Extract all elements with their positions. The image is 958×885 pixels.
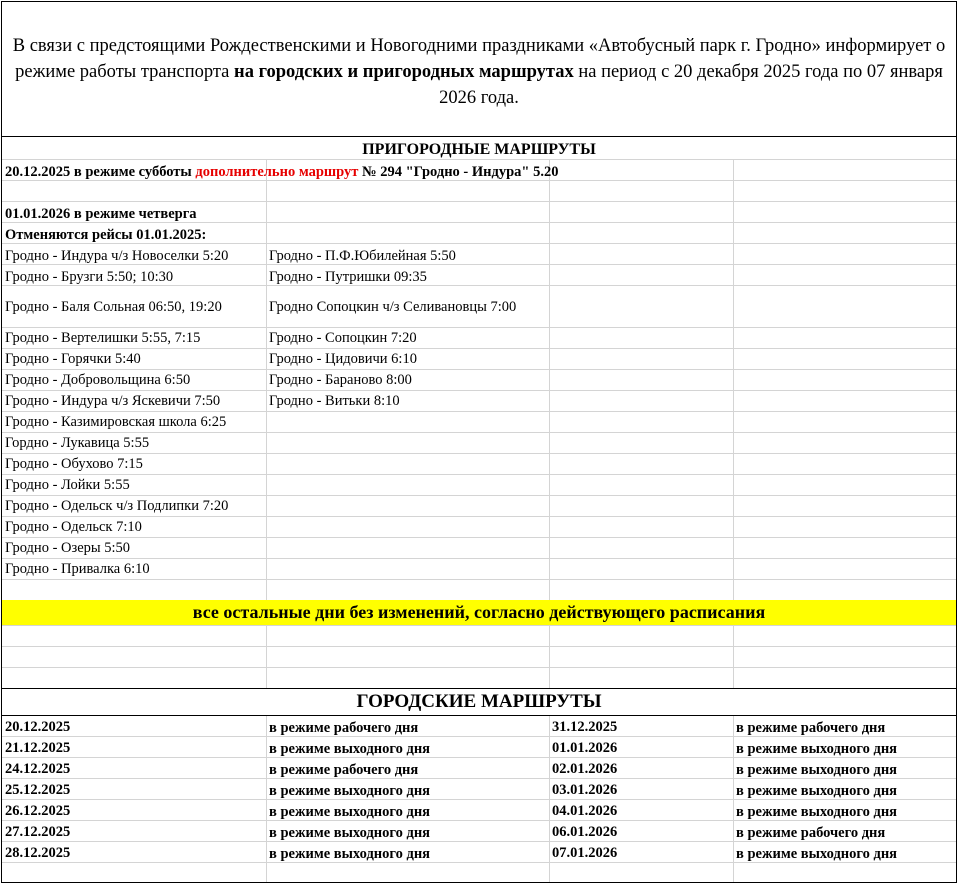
cancelled-route-right: Гродно - Витьки 8:10 — [269, 393, 400, 409]
city-date-right: 02.01.2026 — [552, 761, 618, 777]
divider-city — [1, 688, 957, 689]
grid-col-line — [266, 625, 267, 688]
grid-row-line — [2, 516, 956, 517]
divider-city-title — [1, 715, 957, 716]
grid-row-line — [2, 453, 956, 454]
city-date-left: 21.12.2025 — [5, 740, 71, 756]
cancelled-route-right: Гродно - Цидовичи 6:10 — [269, 351, 417, 367]
city-date-right: 04.01.2026 — [552, 803, 618, 819]
frame-right — [956, 1, 957, 883]
cancel-heading: Отменяются рейсы 01.01.2025: — [5, 227, 207, 243]
city-mode-left: в режиме выходного дня — [269, 741, 431, 757]
grid-row-line — [2, 348, 956, 349]
grid-row-line — [2, 625, 956, 626]
grid-col-line — [733, 160, 734, 600]
city-date-left: 26.12.2025 — [5, 803, 71, 819]
grid-row-line — [2, 474, 956, 475]
cancelled-route-left: Гродно - Обухово 7:15 — [5, 456, 143, 472]
city-mode-right: в режиме выходного дня — [736, 804, 898, 820]
city-mode-right: в режиме выходного дня — [736, 741, 898, 757]
cancelled-route-left: Гродно - Озеры 5:50 — [5, 540, 131, 556]
special-suffix: № 294 "Гродно - Индура" 5.20 — [358, 164, 559, 180]
city-date-left: 27.12.2025 — [5, 824, 71, 840]
grid-row-line — [2, 537, 956, 538]
cancelled-route-left: Гродно - Привалка 6:10 — [5, 561, 150, 577]
grid-col-line — [266, 716, 267, 883]
special-red: дополнительно маршрут — [195, 164, 359, 180]
cancelled-route-right: Гродно - П.Ф.Юбилейная 5:50 — [269, 248, 456, 264]
city-date-right: 01.01.2026 — [552, 740, 618, 756]
cancelled-route-left: Гродно - Одельск 7:10 — [5, 519, 142, 535]
grid-row-line — [2, 201, 956, 202]
cancelled-route-left: Гродно - Лойки 5:55 — [5, 477, 130, 493]
cancelled-route-right: Гродно - Путришки 09:35 — [269, 269, 427, 285]
grid-row-line — [2, 667, 956, 668]
city-date-left: 25.12.2025 — [5, 782, 71, 798]
city-mode-left: в режиме рабочего дня — [269, 720, 419, 736]
intro-bold: на городских и пригородных маршрутах — [234, 62, 574, 82]
city-mode-left: в режиме рабочего дня — [269, 762, 419, 778]
grid-col-line — [549, 160, 550, 600]
cancelled-route-left: Гродно - Брузги 5:50; 10:30 — [5, 269, 174, 285]
frame-left — [1, 1, 2, 883]
city-mode-right: в режиме выходного дня — [736, 846, 898, 862]
cancelled-route-right: Гродно Сопоцкин ч/з Селивановцы 7:00 — [269, 299, 517, 315]
grid-row-line — [2, 646, 956, 647]
city-date-right: 03.01.2026 — [552, 782, 618, 798]
city-mode-left: в режиме выходного дня — [269, 804, 431, 820]
intro-part2: на период с 20 декабря 2025 года по 07 января 2026 года. — [439, 62, 943, 108]
cancelled-route-left: Гордно - Лукавица 5:55 — [5, 435, 150, 451]
city-date-left: 28.12.2025 — [5, 845, 71, 861]
special-prefix: 20.12.2025 в режиме субботы — [5, 164, 196, 180]
cancelled-route-left: Гродно - Горячки 5:40 — [5, 351, 141, 367]
city-date-left: 20.12.2025 — [5, 719, 71, 735]
grid-col-line — [733, 625, 734, 688]
cancelled-route-left: Гродно - Баля Сольная 06:50, 19:20 — [5, 299, 222, 315]
cancelled-route-left: Гродно - Индура ч/з Яскевичи 7:50 — [5, 393, 221, 409]
cancelled-route-left: Гродно - Одельск ч/з Подлипки 7:20 — [5, 498, 229, 514]
cancelled-route-left: Гродно - Индура ч/з Новоселки 5:20 — [5, 248, 229, 264]
city-date-right: 31.12.2025 — [552, 719, 618, 735]
cancelled-route-right: Гродно - Бараново 8:00 — [269, 372, 412, 388]
city-mode-right: в режиме рабочего дня — [736, 720, 886, 736]
grid-col-line — [266, 160, 267, 600]
city-mode-left: в режиме выходного дня — [269, 783, 431, 799]
grid-col-line — [549, 625, 550, 688]
city-mode-right: в режиме выходного дня — [736, 783, 898, 799]
city-title: ГОРОДСКИЕ МАРШРУТЫ — [356, 691, 602, 712]
city-mode-left: в режиме выходного дня — [269, 846, 431, 862]
note-text: все остальные дни без изменений, согласно действующего расписания — [192, 602, 766, 622]
grid-col-line — [549, 716, 550, 883]
city-date-left: 24.12.2025 — [5, 761, 71, 777]
cancelled-route-left: Гродно - Вертелишки 5:55, 7:15 — [5, 330, 201, 346]
city-mode-right: в режиме рабочего дня — [736, 825, 886, 841]
intro-part1: В связи с предстоящими Рождественскими и Новогодними праздниками «Автобусный парк г. Гродно» информирует о режиме работы транспорта — [12, 36, 946, 82]
cancelled-route-right: Гродно - Сопоцкин 7:20 — [269, 330, 417, 346]
grid-row-line — [2, 579, 956, 580]
frame-bottom — [1, 882, 957, 883]
cancelled-route-left: Гродно - Добровольщина 6:50 — [5, 372, 191, 388]
special-route-line — [5, 162, 558, 182]
divider-intro — [1, 136, 957, 137]
city-date-right: 06.01.2026 — [552, 824, 618, 840]
city-mode-right: в режиме выходного дня — [736, 762, 898, 778]
city-date-right: 07.01.2026 — [552, 845, 618, 861]
frame-top — [1, 1, 957, 2]
cancelled-route-left: Гродно - Казимировская школа 6:25 — [5, 414, 227, 430]
city-mode-left: в режиме выходного дня — [269, 825, 431, 841]
thursday-line: 01.01.2026 в режиме четверга — [5, 206, 197, 222]
grid-col-line — [733, 716, 734, 883]
intro-text — [10, 33, 948, 111]
suburban-title: ПРИГОРОДНЫЕ МАРШРУТЫ — [362, 141, 596, 158]
